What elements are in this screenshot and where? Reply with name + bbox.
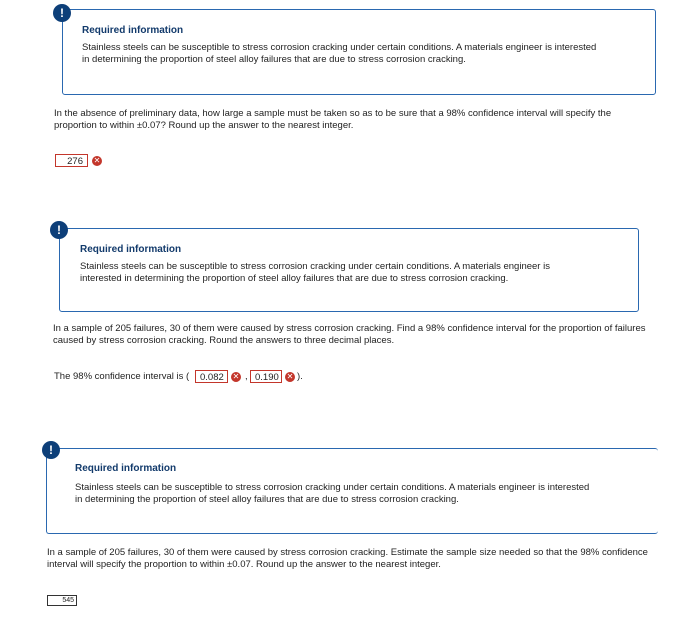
question-2: In a sample of 205 failures, 30 of them were caused by stress corrosion cracking. Find a 98% confidence interval for the proportion of failures caused by stress corrosion cracking. Round the answers to three decimal places. <box>53 323 646 346</box>
interval-comma: , <box>245 371 248 382</box>
upper-bound-input[interactable]: 0.190 <box>250 370 282 383</box>
info-text: Stainless steels can be susceptible to stress corrosion cracking under certain conditions. A materials engineer is interested in determining the proportion of steel alloy failures that are due to stress corrosion cracking. <box>80 261 550 284</box>
alert-icon: ! <box>42 441 60 459</box>
answer-input-1[interactable]: 276 <box>55 154 88 167</box>
incorrect-x-icon: ✕ <box>232 372 240 381</box>
incorrect-x-icon: ✕ <box>286 372 294 381</box>
question-1: In the absence of preliminary data, how large a sample must be taken so as to be sure that a 98% confidence interval will specify the proportion to within ±0.07? Round up the answer to the nearest integer. <box>54 108 612 131</box>
answer-input-3[interactable]: 545 <box>47 595 77 606</box>
alert-icon: ! <box>53 4 71 22</box>
info-title: Required information <box>75 463 177 474</box>
interval-suffix: ). <box>297 371 303 382</box>
incorrect-x-icon: ✕ <box>93 156 101 165</box>
info-title: Required information <box>82 25 184 36</box>
interval-prefix: The 98% confidence interval is ( <box>54 371 190 382</box>
lower-bound-input[interactable]: 0.082 <box>195 370 228 383</box>
info-text: Stainless steels can be susceptible to stress corrosion cracking under certain conditions. A materials engineer is interested in determining the proportion of steel alloy failures that are due to stress corrosion cracking. <box>75 482 590 505</box>
question-3: In a sample of 205 failures, 30 of them were caused by stress corrosion cracking. Estimate the sample size needed so that the 98% confidence interval will specify the proportion to within ±0.07. Round up the answer to the nearest integer. <box>47 547 648 570</box>
info-title: Required information <box>80 244 182 255</box>
info-text: Stainless steels can be susceptible to stress corrosion cracking under certain conditions. A materials engineer is interested in determining the proportion of steel alloy failures that are due to stress corrosion cracking. <box>82 42 597 65</box>
alert-icon: ! <box>50 221 68 239</box>
